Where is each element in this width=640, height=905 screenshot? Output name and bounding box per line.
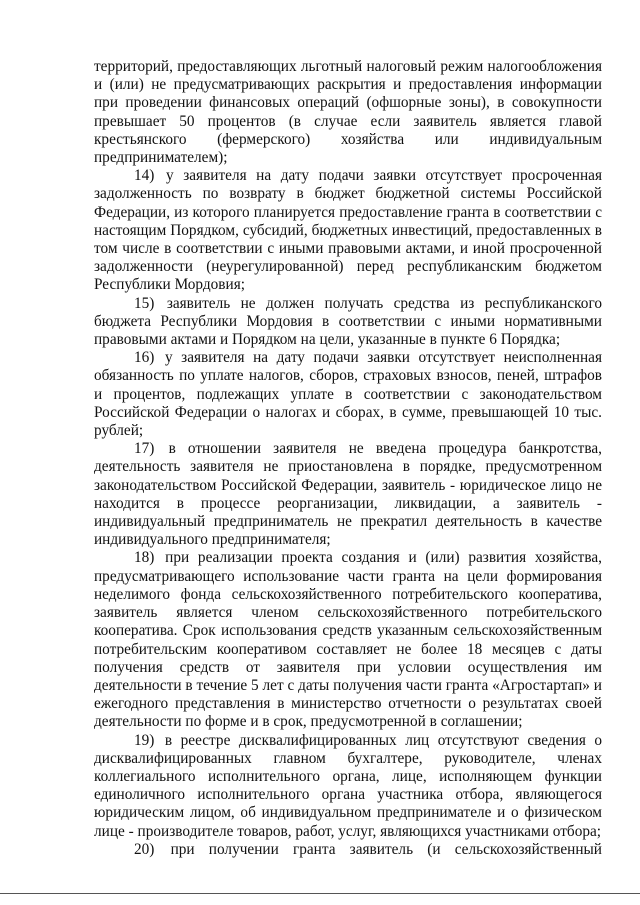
paragraph-item-19 <box>94 732 602 841</box>
paragraph-number: 20) <box>134 840 155 858</box>
paragraph-item-17 <box>94 440 602 549</box>
paragraph-text: в реестре дисквалифицированных лиц отсутствуют сведения о дисквалифицированных главном бухгалтере, руководителе, членах коллегиального исполнительного органа, лице, исполняющем функции единоличного исполнительного органа участника отбора, являющегося юридическим лицом, об индивидуальном предпринимателе и о физическом лице - производителе товаров, работ, услуг, являющихся участниками отбора; <box>94 731 603 840</box>
paragraph-number: 16) <box>134 349 155 367</box>
paragraph-text: при реализации проекта создания и (или) развития хозяйства, предусматривающего использование части гранта на цели формирования неделимого фонда сельскохозяйственного потребительского кооператива, заявитель является членом сельскохозяйственного потребительского кооператива. Срок использования средств указанным сельскохозяйственным потребительским кооперативом составляет не более 18 месяцев с даты получения средств от заявителя при условии осуществления им деятельности в течение 5 лет с даты получения части гранта «Агростартап» и ежегодного представления в министерство отчетности о результатах своей деятельности по форме и в срок, предусмотренной в соглашении; <box>94 549 602 731</box>
paragraph-number: 15) <box>134 294 155 312</box>
paragraph-text: при получении гранта заявитель (и сельскохозяйственный <box>170 840 602 858</box>
paragraph-item-16 <box>94 349 602 440</box>
paragraph-text: в отношении заявителя не введена процедура банкротства, деятельность заявителя не приостановлена в порядке, предусмотренном законодательством Российской Федерации, заявитель - юридическое лицо не находится в процессе реорганизации, ликвидации, а заявитель - индивидуальный предприниматель не прекратил деятельность в качестве индивидуального предпринимателя; <box>94 440 603 549</box>
paragraph-item-14 <box>94 167 602 294</box>
document-body <box>94 58 602 859</box>
paragraph-continuation <box>94 58 602 167</box>
paragraph-text: территорий, предоставляющих льготный налоговый режим налогообложения и (или) не предусматривающих раскрытия и предоставления информации при проведении финансовых операций (офшорные зоны), в совокупности превышает 50 процентов (в случае если заявитель является главой крестьянского (фермерского) хозяйства или индивидуальным предпринимателем); <box>94 58 602 167</box>
paragraph-text: у заявителя на дату подачи заявки отсутствует неисполненная обязанность по уплате налогов, сборов, страховых взносов, пеней, штрафов и процентов, подлежащих уплате в соответствии с законодательством Российской Федерации о налогах и сборах, в сумме, превышающей 10 тыс. рублей; <box>94 349 602 440</box>
paragraph-text: у заявителя на дату подачи заявки отсутствует просроченная задолженность по возврату в бюджет бюджетной системы Российской Федерации, из которого планируется предоставление гранта в соответствии с настоящим Порядком, субсидий, бюджетных инвестиций, предоставленных в том числе в соответствии с иными правовыми актами, и иной просроченной задолженности (неурегулированной) перед республиканским бюджетом Республики Мордовия; <box>94 167 603 294</box>
paragraph-number: 18) <box>134 549 155 567</box>
paragraph-item-20 <box>94 841 602 859</box>
paragraph-number: 14) <box>134 167 155 185</box>
paragraph-number: 19) <box>134 731 155 749</box>
paragraph-item-15 <box>94 295 602 350</box>
paragraph-text: заявитель не должен получать средства из республиканского бюджета Республики Мордовия в соответствии с иными нормативными правовыми актами и Порядком на цели, указанные в пункте 6 Порядка; <box>94 294 603 349</box>
paragraph-item-18 <box>94 549 602 731</box>
paragraph-number: 17) <box>134 440 155 458</box>
page-bottom-rule <box>0 893 640 894</box>
